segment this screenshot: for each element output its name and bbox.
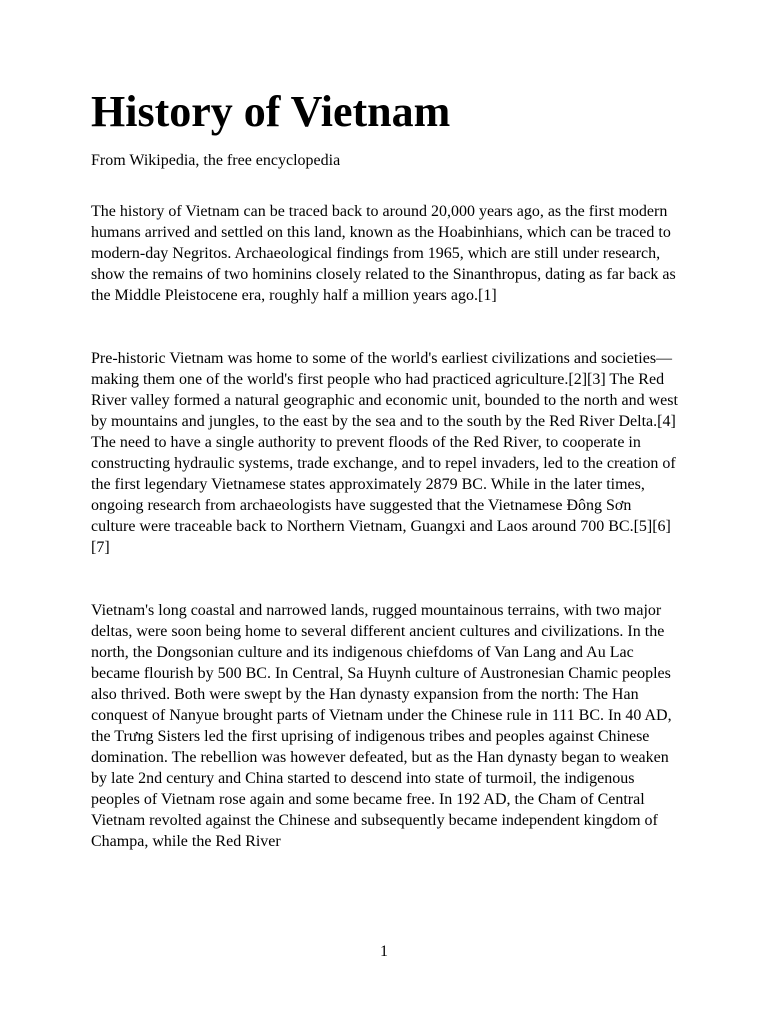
- paragraph-ancient-cultures: Vietnam's long coastal and narrowed lands, rugged mountainous terrains, with two major deltas, were soon being home to several different ancient cultures and civilizations. In the north, the Dongsonian culture and its indigenous chiefdoms of Van Lang and Au Lac became flourish by 500 BC. In Central, Sa Huynh culture of Austronesian Chamic peoples also thrived. Both were swept by the Han dynasty expansion from the north: The Han conquest of Nanyue brought parts of Vietnam under the Chinese rule in 111 BC. In 40 AD, the Trưng Sisters led the first uprising of indigenous tribes and peoples against Chinese domination. The rebellion was however defeated, but as the Han dynasty began to weaken by late 2nd century and China started to descend into state of turmoil, the indigenous peoples of Vietnam rose again and some became free. In 192 AD, the Cham of Central Vietnam revolted against the Chinese and subsequently became independent kingdom of Champa, while the Red River: [91, 602, 672, 850]
- page-title: History of Vietnam: [91, 87, 451, 136]
- paragraph-prehistory: The history of Vietnam can be traced back to around 20,000 years ago, as the first modern humans arrived and settled on this land, known as the Hoabinhians, which can be traced to modern-day Negritos. Archaeological findings from 1965, which are still under research, show the remains of two hominins closely related to the Sinanthropus, dating as far back as the Middle Pleistocene era, roughly half a million years ago.[1]: [91, 203, 676, 304]
- document-page: [91, 84, 679, 852]
- page-subtitle: From Wikipedia, the free encyclopedia: [91, 152, 341, 169]
- page-number: 1: [380, 943, 388, 960]
- paragraph-early-civilizations: Pre-historic Vietnam was home to some of the world's earliest civilizations and societies—making them one of the world's first people who had practiced agriculture.[2][3] The Red River valley formed a natural geographic and economic unit, bounded to the north and west by mountains and jungles, to the east by the sea and to the south by the Red River Delta.[4] The need to have a single authority to prevent floods of the Red River, to cooperate in constructing hydraulic systems, trade exchange, and to repel invaders, led to the creation of the first legendary Vietnamese states approximately 2879 BC. While in the later times, ongoing research from archaeologists have suggested that the Vietnamese Đông Sơn culture were traceable back to Northern Vietnam, Guangxi and Laos around 700 BC.[5][6][7]: [91, 350, 678, 556]
